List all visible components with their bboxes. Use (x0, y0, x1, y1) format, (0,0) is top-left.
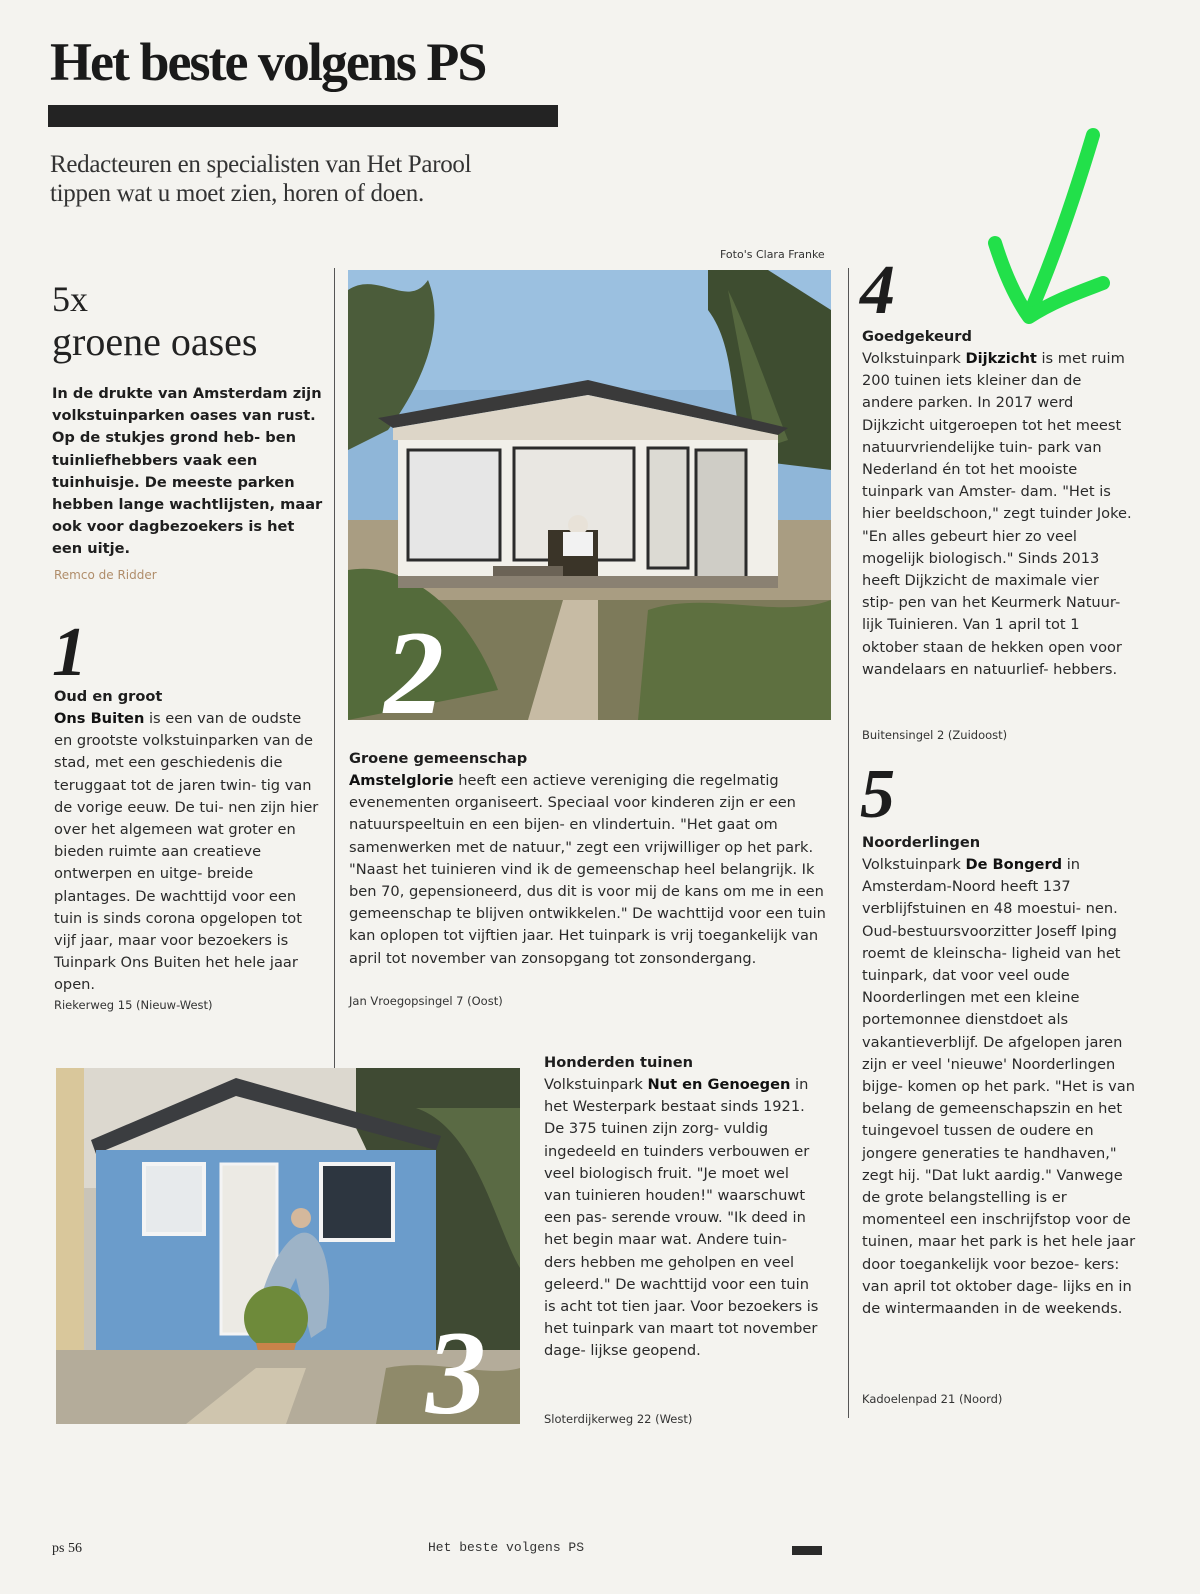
item-4-kicker: Goedgekeurd (862, 328, 972, 345)
photo-3-number: 3 (426, 1306, 486, 1424)
item-4-address: Buitensingel 2 (Zuidoost) (862, 728, 1008, 742)
item-4-prefix: Volkstuinpark (862, 350, 966, 367)
item-5-name: De Bongerd (965, 856, 1063, 873)
item-2-body (349, 770, 831, 970)
item-3-address: Sloterdijkerweg 22 (West) (544, 1412, 693, 1426)
feature-author: Remco de Ridder (54, 568, 157, 582)
item-5-text: in Amsterdam-Noord heeft 137 verblijfstuinen en 48 moestui- nen. Oud-bestuursvoorzitter Joseff Iping roemt de kleinscha- ligheid van het tuinpark, dat voor veel oude Noorderlingen met een kleine portemonnee dienstdoet als vakantieverblijf. De afgelopen jaren zijn er veel 'nieuwe' Noorderlingen bijge- komen op het park. "Het is van belang de gemeenschapszin en het tuingevoel tussen de oudere en jongere generaties te handhaven," zegt hij. "Dat lukt aardig." Vanwege de grote belangstelling is er momenteel een inschrijfstop voor de tuinen, maar het park is het hele jaar door toegankelijk voor bezoe- kers: van april tot oktober dage- lijks en in de wintermaanden in de weekends. (862, 856, 1136, 1318)
feature-lede: In de drukte van Amsterdam zijn volkstuinparken oases van rust. Op de stukjes grond heb- ben tuinliefhebbers vaak een tuinhuisje. De meeste parken hebben lange wachtlijsten, maar ook voor dagbezoekers is het een uitje. (52, 385, 323, 558)
item-5-number: 5 (860, 756, 895, 833)
item-2-text: heeft een actieve vereniging die regelmatig evenementen organiseert. Speciaal voor kinderen zijn er een natuurspeeltuin en een bijen- en vlindertuin. "Het gaat om samenwerken met de natuur," zegt een vrijwilliger op het park. "Naast het tuinieren vind ik de gemeenschap heel belangrijk. Ik ben 70, gepensioneerd, dus dit is voor mij de kans om me in een gemeenschap te blijven ontwikkelen." De wachttijd voor een tuin kan oplopen tot vijftien jaar. Het tuinpark is vrij toegankelijk van april tot november van zonsopgang tot zonsondergang. (349, 772, 826, 967)
item-5-body (862, 854, 1140, 1320)
photo-nut-en-genoegen (56, 1068, 520, 1424)
column-rule-left (334, 268, 335, 1068)
item-5-prefix: Volkstuinpark (862, 856, 966, 873)
item-3-text: in het Westerpark bestaat sinds 1921. De 375 tuinen zijn zorg- vuldig ingedeeld en tuinders verbouwen er veel biologisch fruit. "Je moet wel van tuinieren houden!" waarschuwt een pas- serende vrouw. "Ik deed in het begin maar wat. Andere tuin- ders hebben me geholpen en veel geleerd." De wachttijd voor een tuin is acht tot tien jaar. Voor bezoekers is het tuinpark van maart tot november dage- lijkse geopend. (544, 1076, 819, 1360)
column-rule-right (848, 268, 849, 1418)
item-3-body (544, 1074, 820, 1363)
item-1-kicker: Oud en groot (54, 688, 163, 705)
item-5-address: Kadoelenpad 21 (Noord) (862, 1392, 1003, 1406)
footer-section: Het beste volgens PS (428, 1540, 585, 1555)
item-1-number: 1 (52, 614, 87, 691)
photo-amstelglorie (348, 270, 831, 720)
item-1-text: is een van de oudste en grootste volkstuinparken van de stad, met een geschiedenis die teruggaat tot de jaren twin- tig van de vorige eeuw. De tui- nen zijn hier over het algemeen wat groter en bieden ruimte aan creatieve ontwerpen en uitge- breide plantages. De wachttijd voor een tuin is sinds corona opgelopen tot vijf jaar, maar voor bezoekers is Tuinpark Ons Buiten het hele jaar open. (54, 710, 319, 994)
item-5-kicker: Noorderlingen (862, 834, 981, 851)
item-2-name: Amstelglorie (349, 772, 454, 789)
item-1-name: Ons Buiten (54, 710, 145, 727)
item-3-name: Nut en Genoegen (647, 1076, 791, 1093)
item-3-prefix: Volkstuinpark (544, 1076, 648, 1093)
intro-line-2: tippen wat u moet zien, horen of doen. (50, 180, 424, 207)
item-4-body (862, 348, 1132, 681)
page-number: ps 56 (52, 1541, 82, 1556)
page-intro (50, 150, 570, 208)
item-1-address: Riekerweg 15 (Nieuw-West) (54, 998, 213, 1012)
title-underline-bar (48, 105, 558, 127)
photo-credit: Foto's Clara Franke (720, 248, 825, 261)
item-1-body (54, 708, 324, 997)
page-title: Het beste volgens PS (50, 32, 486, 92)
footer-mark (792, 1546, 822, 1555)
green-arrow-annotation-icon (975, 125, 1125, 335)
item-4-number: 4 (860, 252, 895, 329)
item-2-address: Jan Vroegopsingel 7 (Oost) (349, 994, 503, 1008)
item-2-kicker: Groene gemeenschap (349, 750, 528, 767)
item-3-kicker: Honderden tuinen (544, 1054, 694, 1071)
item-4-text: is met ruim 200 tuinen iets kleiner dan de andere parken. In 2017 werd Dijkzicht uitgeroepen tot het meest natuurvriendelijke tuin- park van Nederland én tot het mooiste tuinpark van Amster- dam. "Het is hier beeldschoon," zegt tuinder Joke. "En alles gebeurt hier zo veel mogelijk biologisch." Sinds 2013 heeft Dijkzicht de maximale vier stip- pen van het Keurmerk Natuur- lijk Tuinieren. Van 1 april tot 1 oktober staan de hekken open voor wandelaars en natuurlief- hebbers. (862, 350, 1132, 678)
intro-line-1: Redacteuren en specialisten van Het Parool (50, 151, 472, 178)
feature-title: groene oases (52, 319, 258, 364)
item-4-name: Dijkzicht (965, 350, 1037, 367)
feature-count: 5x (52, 279, 88, 319)
photo-2-number: 2 (384, 606, 444, 720)
